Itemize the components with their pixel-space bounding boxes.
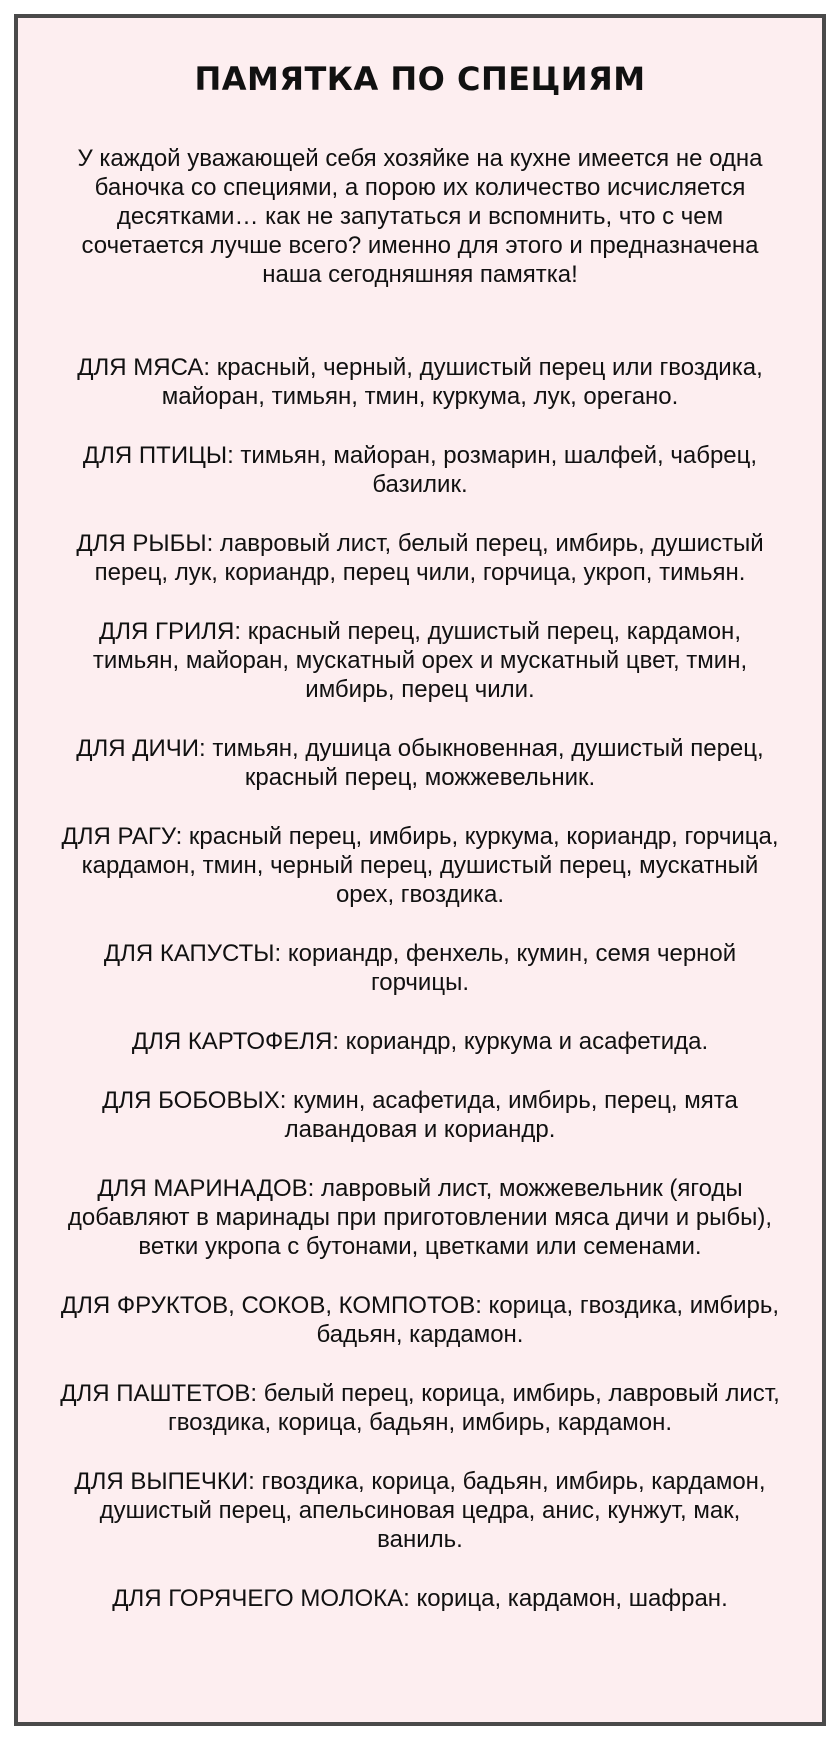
spice-section-fish: ДЛЯ РЫБЫ: лавровый лист, белый перец, имбирь, душистый перец, лук, кориандр, перец чили, горчица, укроп, тимьян.	[76, 530, 764, 586]
spice-section-grill: ДЛЯ ГРИЛЯ: красный перец, душистый перец, кардамон, тимьян, майоран, мускатный орех и мускатный цвет, тмин, имбирь, перец чили.	[92, 618, 748, 703]
spice-section-marinades: ДЛЯ МАРИНАДОВ: лавровый лист, можжевельник (ягоды добавляют в маринады при приготовлении мяса дичи и рыбы), ветки укропа с бутонами, цветками или семенами.	[67, 1175, 773, 1260]
spice-memo-card	[14, 14, 826, 1726]
spice-section-game: ДЛЯ ДИЧИ: тимьян, душица обыкновенная, душистый перец, красный перец, можжевельник.	[76, 735, 764, 791]
spice-section-cabbage: ДЛЯ КАПУСТЫ: кориандр, фенхель, кумин, семя черной горчицы.	[103, 940, 737, 996]
spice-section-stew: ДЛЯ РАГУ: красный перец, имбирь, куркума, кориандр, горчица, кардамон, тмин, черный перец, душистый перец, мускатный орех, гвоздика.	[61, 823, 779, 908]
spice-section-hot-milk: ДЛЯ ГОРЯЧЕГО МОЛОКА: корица, кардамон, шафран.	[112, 1585, 728, 1612]
spice-list	[58, 353, 782, 1643]
spice-section-legumes: ДЛЯ БОБОВЫХ: кумин, асафетида, имбирь, перец, мята лавандовая и кориандр.	[102, 1087, 738, 1143]
page-title: ПАМЯТКА ПО СПЕЦИЯМ	[194, 60, 646, 98]
intro-paragraph: У каждой уважающей себя хозяйке на кухне имеется не одна баночка со специями, а порою их количество исчисляется десятками… как не запутаться и вспомнить, что с чем сочетается лучше всего? именно для этого и предназначена наша сегодняшняя памятка!	[77, 145, 763, 288]
spice-section-meat: ДЛЯ МЯСА: красный, черный, душистый перец или гвоздика, майоран, тимьян, тмин, куркума, лук, орегано.	[77, 354, 763, 410]
spice-section-baking: ДЛЯ ВЫПЕЧКИ: гвоздика, корица, бадьян, имбирь, кардамон, душистый перец, апельсиновая цедра, анис, кунжут, мак, ваниль.	[74, 1468, 766, 1553]
spice-section-poultry: ДЛЯ ПТИЦЫ: тимьян, майоран, розмарин, шалфей, чабрец, базилик.	[82, 442, 758, 498]
spice-section-fruits: ДЛЯ ФРУКТОВ, СОКОВ, КОМПОТОВ: корица, гвоздика, имбирь, бадьян, кардамон.	[60, 1292, 780, 1348]
spice-section-potato: ДЛЯ КАРТОФЕЛЯ: кориандр, куркума и асафетида.	[131, 1028, 709, 1055]
spice-section-pates: ДЛЯ ПАШТЕТОВ: белый перец, корица, имбирь, лавровый лист, гвоздика, корица, бадьян, имбирь, кардамон.	[60, 1380, 780, 1436]
